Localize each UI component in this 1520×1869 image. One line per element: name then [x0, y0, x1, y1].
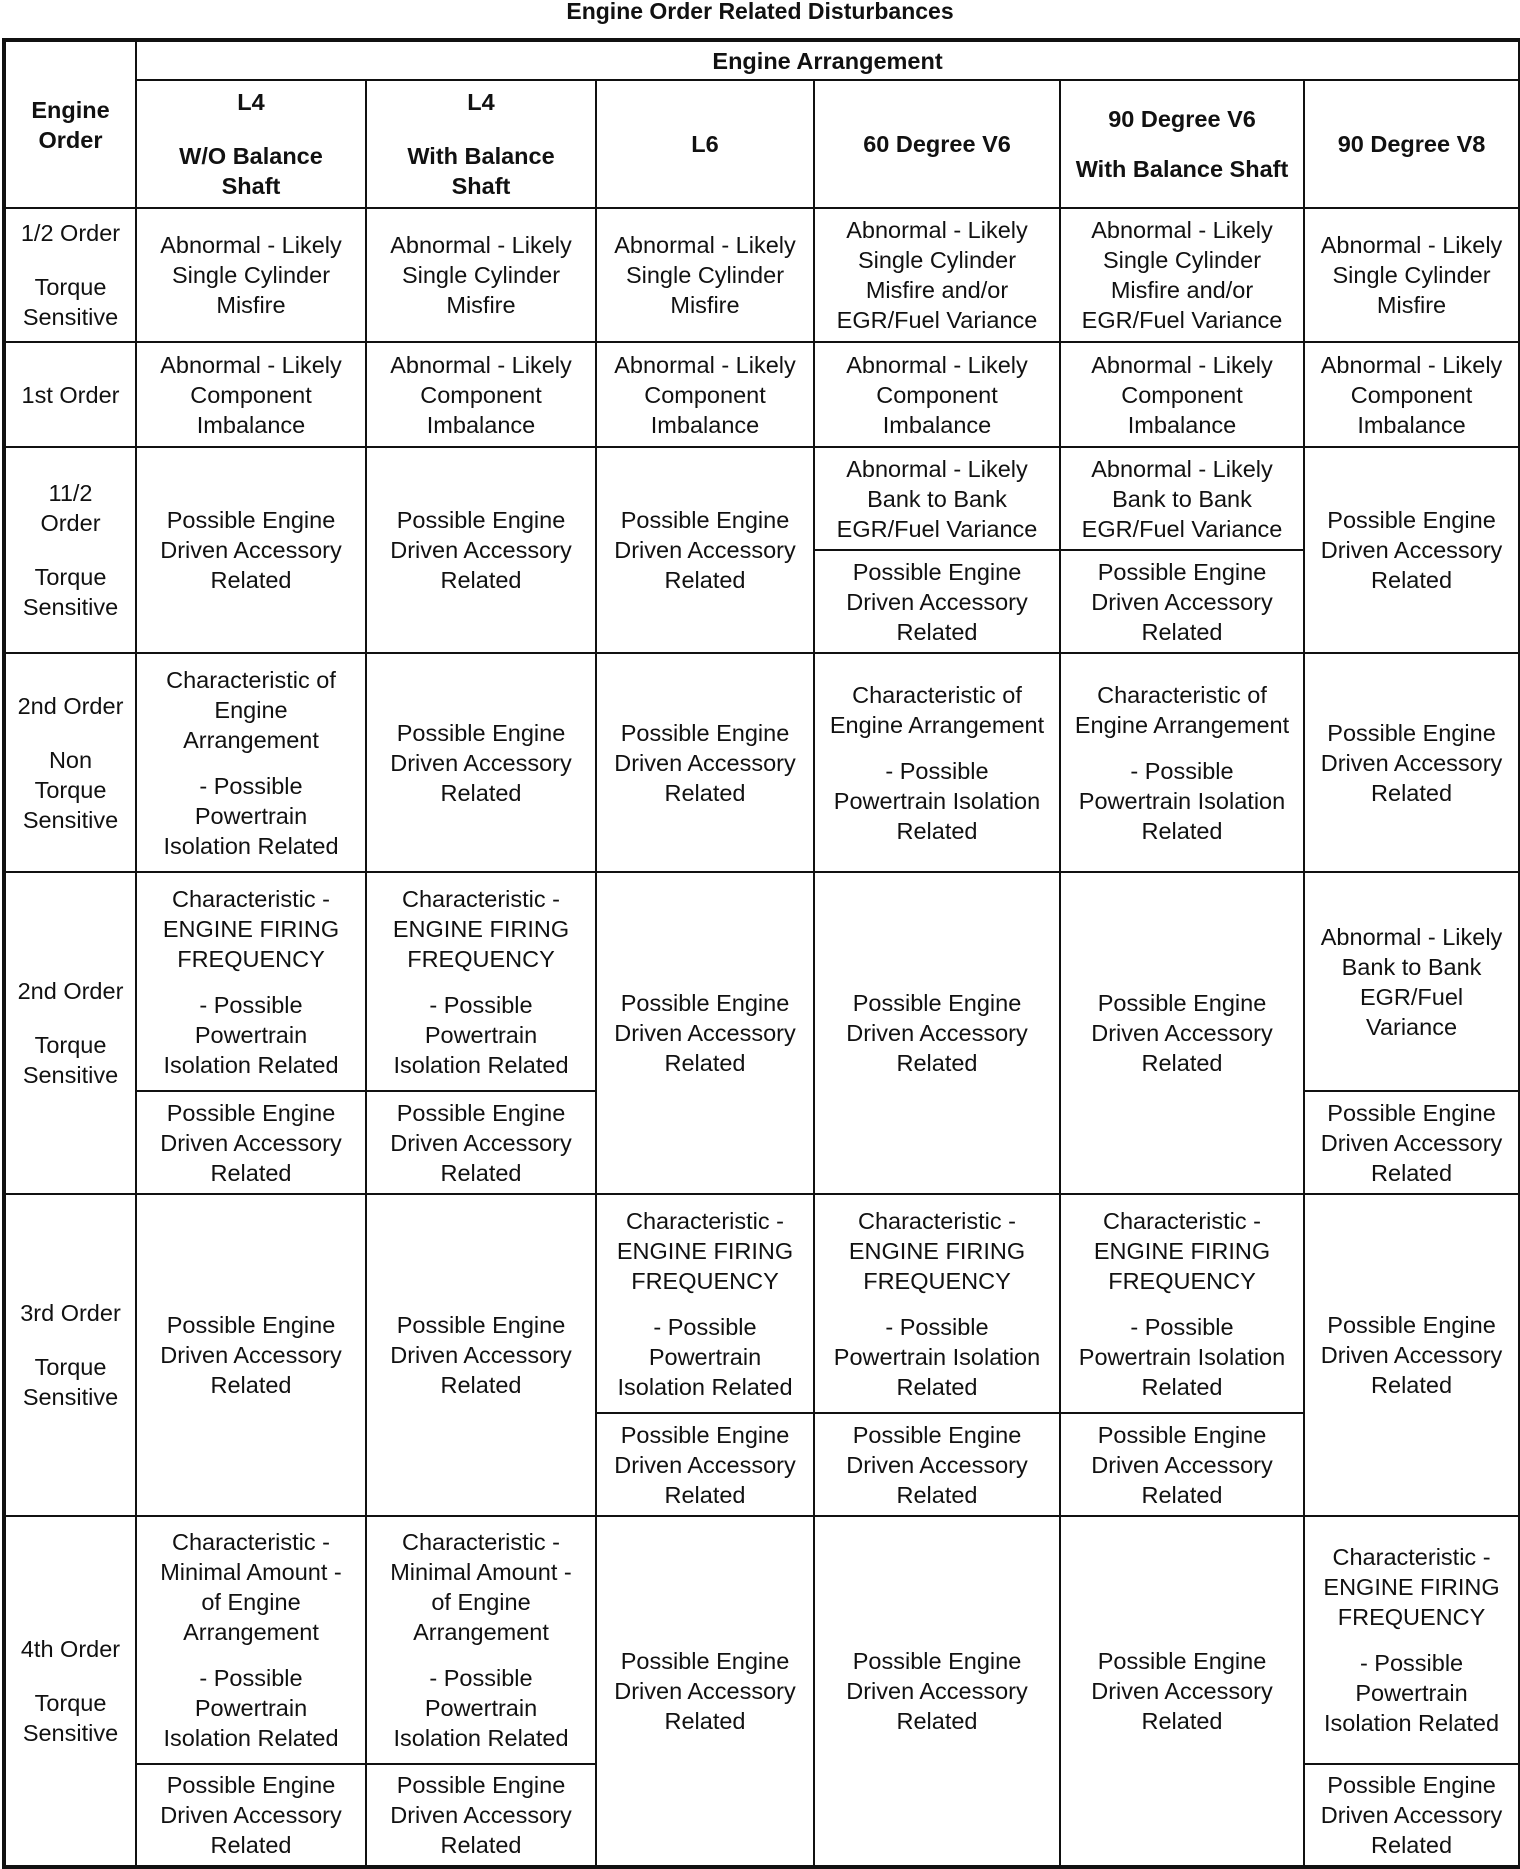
cell-accessory: Possible Engine Driven Accessory Related [366, 1194, 596, 1516]
disturbance-table [2, 38, 1520, 1869]
col-header-60v6: 60 Degree V6 [814, 80, 1060, 208]
col-header-l6: L6 [596, 80, 814, 208]
cell-accessory: Possible Engine Driven Accessory Related [1304, 1194, 1520, 1516]
row-label-fourth-order: 4th Order Torque Sensitive [4, 1516, 136, 1867]
page-title: Engine Order Related Disturbances [566, 0, 954, 24]
cell-accessory: Possible Engine Driven Accessory Related [1060, 1413, 1304, 1516]
cell-accessory: Possible Engine Driven Accessory Related [596, 653, 814, 872]
cell-bank-to-bank: Abnormal - Likely Bank to Bank EGR/Fuel Variance [814, 447, 1060, 550]
col-header-90v8: 90 Degree V8 [1304, 80, 1520, 208]
cell-minimal-arrangement: Characteristic - Minimal Amount - of Engine Arrangement - Possible Powertrain Isolation Related [366, 1516, 596, 1764]
cell-accessory: Possible Engine Driven Accessory Related [366, 653, 596, 872]
cell-accessory: Possible Engine Driven Accessory Related [1304, 1764, 1520, 1867]
col-header-l4-wo: L4 W/O Balance Shaft [136, 80, 366, 208]
cell-accessory: Possible Engine Driven Accessory Related [596, 1413, 814, 1516]
cell-misfire: Abnormal - Likely Single Cylinder Misfire [1304, 208, 1520, 342]
col-header-90v6: 90 Degree V6 With Balance Shaft [1060, 80, 1304, 208]
cell-firing-frequency: Characteristic - ENGINE FIRING FREQUENCY - Possible Powertrain Isolation Related [366, 872, 596, 1091]
cell-accessory: Possible Engine Driven Accessory Related [596, 1516, 814, 1867]
cell-imbalance: Abnormal - Likely Component Imbalance [814, 342, 1060, 447]
cell-misfire: Abnormal - Likely Single Cylinder Misfire [136, 208, 366, 342]
row-label-second-order-non-torque: 2nd Order Non Torque Sensitive [4, 653, 136, 872]
cell-characteristic-arrangement: Characteristic of Engine Arrangement - Possible Powertrain Isolation Related [1060, 653, 1304, 872]
cell-characteristic-arrangement: Characteristic of Engine Arrangement - Possible Powertrain Isolation Related [136, 653, 366, 872]
cell-accessory: Possible Engine Driven Accessory Related [1304, 653, 1520, 872]
cell-imbalance: Abnormal - Likely Component Imbalance [1060, 342, 1304, 447]
cell-accessory: Possible Engine Driven Accessory Related [1304, 1091, 1520, 1194]
cell-accessory: Possible Engine Driven Accessory Related [1060, 550, 1304, 653]
cell-imbalance: Abnormal - Likely Component Imbalance [366, 342, 596, 447]
cell-accessory: Possible Engine Driven Accessory Related [596, 447, 814, 653]
cell-imbalance: Abnormal - Likely Component Imbalance [136, 342, 366, 447]
cell-bank-to-bank: Abnormal - Likely Bank to Bank EGR/Fuel Variance [1304, 872, 1520, 1091]
cell-imbalance: Abnormal - Likely Component Imbalance [596, 342, 814, 447]
cell-accessory: Possible Engine Driven Accessory Related [814, 1516, 1060, 1867]
cell-accessory: Possible Engine Driven Accessory Related [814, 872, 1060, 1194]
cell-firing-frequency: Characteristic - ENGINE FIRING FREQUENCY - Possible Powertrain Isolation Related [1060, 1194, 1304, 1413]
cell-imbalance: Abnormal - Likely Component Imbalance [1304, 342, 1520, 447]
cell-firing-frequency: Characteristic - ENGINE FIRING FREQUENCY - Possible Powertrain Isolation Related [136, 872, 366, 1091]
cell-accessory: Possible Engine Driven Accessory Related [136, 1194, 366, 1516]
cell-accessory: Possible Engine Driven Accessory Related [136, 1764, 366, 1867]
cell-accessory: Possible Engine Driven Accessory Related [366, 447, 596, 653]
cell-misfire: Abnormal - Likely Single Cylinder Misfire [596, 208, 814, 342]
cell-accessory: Possible Engine Driven Accessory Related [136, 1091, 366, 1194]
row-label-half-order: 1/2 Order Torque Sensitive [4, 208, 136, 342]
cell-bank-to-bank: Abnormal - Likely Bank to Bank EGR/Fuel Variance [1060, 447, 1304, 550]
cell-accessory: Possible Engine Driven Accessory Related [596, 872, 814, 1194]
cell-misfire: Abnormal - Likely Single Cylinder Misfire [366, 208, 596, 342]
cell-accessory: Possible Engine Driven Accessory Related [366, 1764, 596, 1867]
cell-accessory: Possible Engine Driven Accessory Related [1304, 447, 1520, 653]
cell-accessory: Possible Engine Driven Accessory Related [136, 447, 366, 653]
cell-firing-frequency: Characteristic - ENGINE FIRING FREQUENCY - Possible Powertrain Isolation Related [596, 1194, 814, 1413]
cell-accessory: Possible Engine Driven Accessory Related [1060, 872, 1304, 1194]
cell-accessory: Possible Engine Driven Accessory Related [814, 550, 1060, 653]
engine-arrangement-header: Engine Arrangement [136, 40, 1520, 80]
cell-accessory: Possible Engine Driven Accessory Related [1060, 1516, 1304, 1867]
cell-firing-frequency: Characteristic - ENGINE FIRING FREQUENCY - Possible Powertrain Isolation Related [814, 1194, 1060, 1413]
col-header-l4-with: L4 With Balance Shaft [366, 80, 596, 208]
cell-accessory: Possible Engine Driven Accessory Related [814, 1413, 1060, 1516]
row-label-first-order: 1st Order [4, 342, 136, 447]
engine-order-header: Engine Order [4, 40, 136, 208]
cell-accessory: Possible Engine Driven Accessory Related [366, 1091, 596, 1194]
cell-firing-frequency: Characteristic - ENGINE FIRING FREQUENCY - Possible Powertrain Isolation Related [1304, 1516, 1520, 1764]
row-label-one-and-half-order: 11/2 Order Torque Sensitive [4, 447, 136, 653]
row-label-third-order: 3rd Order Torque Sensitive [4, 1194, 136, 1516]
cell-characteristic-arrangement: Characteristic of Engine Arrangement - Possible Powertrain Isolation Related [814, 653, 1060, 872]
cell-misfire-egr: Abnormal - Likely Single Cylinder Misfire and/or EGR/Fuel Variance [1060, 208, 1304, 342]
row-label-second-order-torque: 2nd Order Torque Sensitive [4, 872, 136, 1194]
cell-misfire-egr: Abnormal - Likely Single Cylinder Misfire and/or EGR/Fuel Variance [814, 208, 1060, 342]
cell-minimal-arrangement: Characteristic - Minimal Amount - of Engine Arrangement - Possible Powertrain Isolation Related [136, 1516, 366, 1764]
